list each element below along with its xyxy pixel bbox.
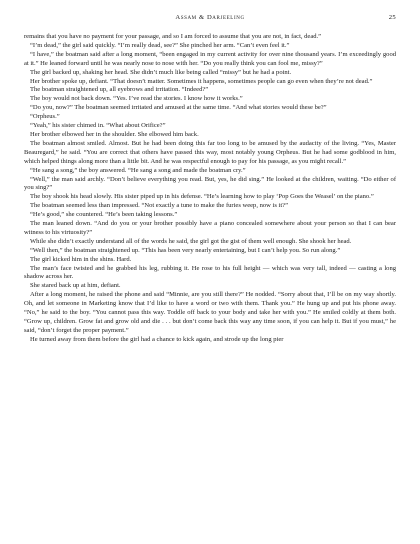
paragraph: “Do you, now?” The boatman seemed irritated and amused at the same time. “And what stories would these be?” bbox=[30, 104, 327, 112]
paragraph: The man’s face twisted and he grabbed his leg, rubbing it. He rose to his full height — which was very tall, indeed — casting a long shadow across her. bbox=[24, 264, 396, 281]
paragraph: Her brother spoke up, defiant. “That doesn’t matter. Sometimes it happens, sometimes people can go even when they’re not dead.” bbox=[30, 77, 373, 85]
paragraph: Her brother elbowed her in the shoulder. She elbowed him back. bbox=[30, 130, 199, 138]
page-number: 25 bbox=[388, 14, 396, 21]
paragraph: “He sang a song,” the boy answered. “He sang a song and made the boatman cry.” bbox=[30, 166, 246, 174]
paragraph: The boatman seemed less than impressed. “Not exactly a tune to make the furies weep, now is it?” bbox=[30, 202, 288, 210]
paragraph: The girl kicked him in the shins. Hard. bbox=[30, 255, 132, 263]
page-header bbox=[24, 14, 396, 24]
paragraph: He turned away from them before the girl had a chance to kick again, and strode up the long pier bbox=[30, 335, 284, 343]
paragraph: “I’m dead,” the girl said quickly. “I’m really dead, see?” She pinched her arm. “Can’t even feel it.” bbox=[30, 41, 290, 49]
running-head: Assam & Darjeeling bbox=[175, 14, 245, 21]
paragraph: She stared back up at him, defiant. bbox=[30, 282, 121, 290]
paragraph: remains that you have no payment for your passage, and so I am forced to assume that you are not, in fact, dead.” bbox=[24, 33, 322, 40]
paragraph: “Well,” the man said archly. “Don’t believe everything you read. But, yes, he did sing.” He looked at the children, waiting. “Do either of you sing?” bbox=[24, 175, 396, 192]
paragraph: “I have,” the boatman said after a long moment, “been engaged in my current activity for over nine thousand years. I’m exceedingly good at it.” He leaned forward until he was nearly nose to nose with her. “Do you really think you can fool me, missy?” bbox=[24, 50, 396, 67]
paragraph: “Orpheus.” bbox=[30, 113, 60, 121]
page-body bbox=[24, 33, 396, 345]
paragraph: The girl backed up, shaking her head. She didn’t much like being called “missy” but he had a point. bbox=[30, 68, 292, 76]
paragraph: “Well then,” the boatman straightened up. “This has been very nearly entertaining, but I can’t help you. So run along.” bbox=[30, 246, 341, 254]
paragraph: The boy would not back down. “Yes. I’ve read the stories. I know how it works.” bbox=[30, 95, 243, 103]
paragraph: The boatman straightened up, all eyebrows and irritation. “Indeed?” bbox=[30, 86, 209, 94]
paragraph: The boatman almost smiled. Almost. But he had been doing this far too long to be amused by the audacity of the living. “Yes, Master Beauregard,” he said. “You are correct that others have passed this way, most notably young Orpheus. But he had some godblood in him, which helped things along more than a little bit. And he was respectful enough to pay for his passage, as you might recall.” bbox=[24, 139, 396, 165]
paragraph: While she didn’t exactly understand all of the words he said, the girl got the gist of them well enough. She shook her head. bbox=[30, 237, 352, 245]
paragraph: The boy shook his head slowly. His sister piped up in his defense. “He’s learning how to play ‘Pop Goes the Weasel’ on the piano.” bbox=[30, 193, 374, 201]
paragraph: The man leaned down. “And do you or your brother possibly have a piano concealed somewhere about your person so that I can bear witness to his virtuosity?” bbox=[24, 220, 396, 236]
paragraph: “He’s good,” she countered. “He’s been taking lessons.” bbox=[30, 211, 178, 219]
paragraph: “Yeah,” his sister chimed in. “What about Orifice?” bbox=[30, 122, 166, 130]
paragraph: After a long moment, he raised the phone and said “Minnie, are you still there?” He nodded. “Sorry about that, I’ll be on my way shortly. Oh, and let someone in Marketing know that I’d like to have a word or two with them. Thank you.” He hung up and put his phone away. “No,” he said to the boy. “You cannot pass this way. Toddle off back to your body and take her with you.” He smiled coldly at them both. “Grow up, children. Grow fat and grow old and die . . . but don’t come back this way any time soon, if you can help it. But if you must,” he said, “don’t forget the proper payment.” bbox=[24, 291, 396, 334]
